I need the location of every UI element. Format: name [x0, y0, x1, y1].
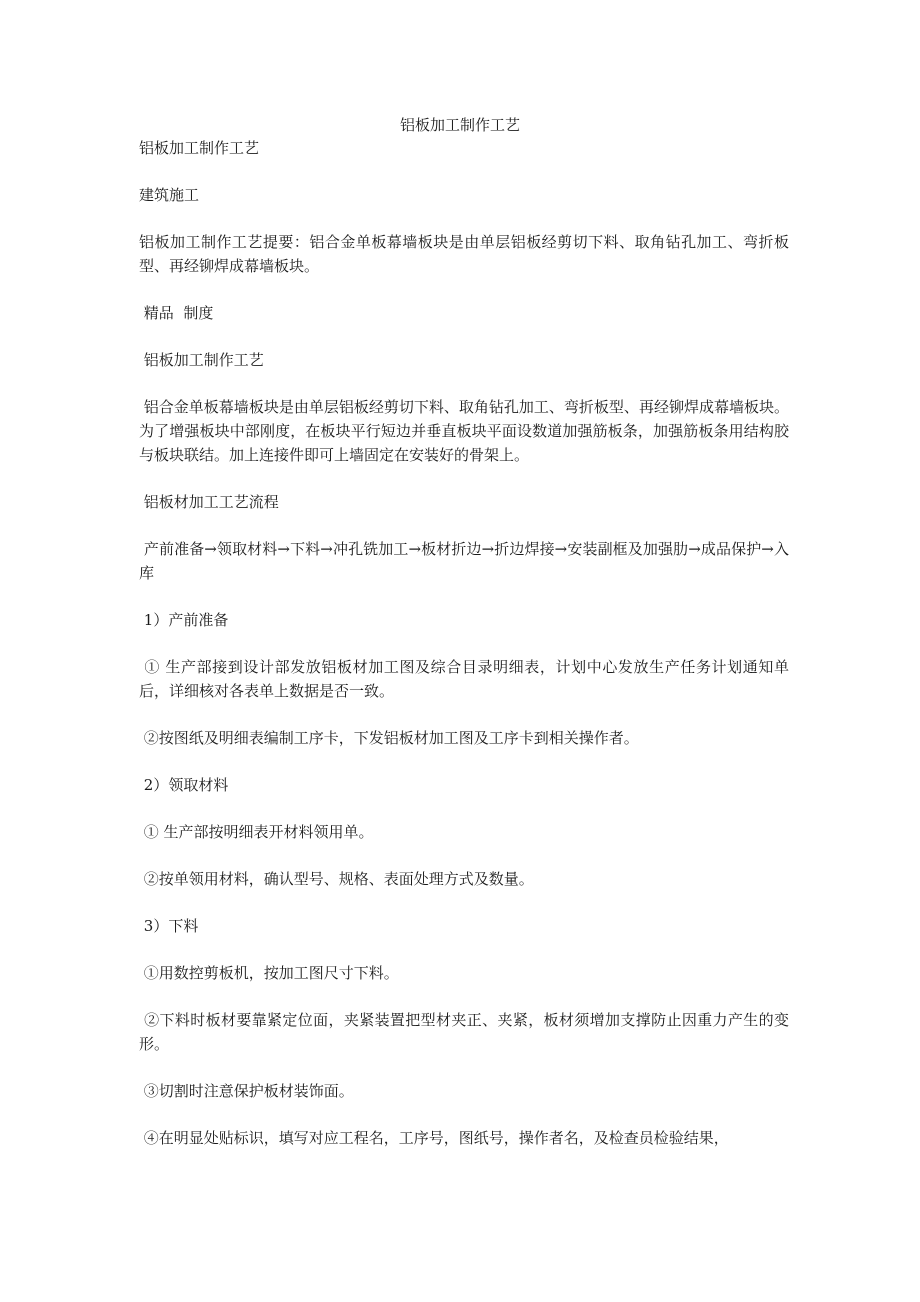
paragraph-step-3-heading: 3）下料 [139, 917, 199, 935]
paragraph-step-1-item-1: ① 生产部接到设计部发放铝板材加工图及综合目录明细表，计划中心发放生产任务计划通知单后，详细核对各表单上数据是否一致。 [139, 658, 789, 700]
paragraph-tags: 精品 制度 [139, 304, 214, 322]
paragraph-step-3-item-3: ③切割时注意保护板材装饰面。 [139, 1082, 354, 1100]
paragraph-step-3-item-2: ②下料时板材要靠紧定位面，夹紧装置把型材夹正、夹紧，板材须增加支撑防止因重力产生的变形。 [139, 1011, 789, 1053]
paragraph-step-3-item-4: ④在明显处贴标识，填写对应工程名，工序号，图纸号，操作者名，及检查员检验结果， [139, 1129, 729, 1147]
paragraph-subtitle: 铝板加工制作工艺 [139, 139, 260, 157]
paragraph-section-title: 铝板加工制作工艺 [139, 351, 264, 369]
paragraph-process-flow: 产前准备→领取材料→下料→冲孔铣加工→板材折边→折边焊接→安装副框及加强肋→成品保护→入库 [139, 540, 789, 582]
paragraph-step-2-item-2: ②按单领用材料，确认型号、规格、表面处理方式及数量。 [139, 870, 534, 888]
paragraph-step-2-heading: 2）领取材料 [139, 776, 229, 794]
paragraph-summary: 铝板加工制作工艺提要：铝合金单板幕墙板块是由单层铝板经剪切下料、取角钻孔加工、弯折板型、再经铆焊成幕墙板块。 [139, 233, 789, 275]
paragraph-category: 建筑施工 [139, 186, 200, 204]
paragraph-step-1-item-2: ②按图纸及明细表编制工序卡，下发铝板材加工图及工序卡到相关操作者。 [139, 729, 639, 747]
paragraph-process-heading: 铝板材加工工艺流程 [139, 493, 279, 511]
document-title: 铝板加工制作工艺 [399, 116, 520, 134]
paragraph-step-1-heading: 1）产前准备 [139, 611, 229, 629]
paragraph-intro: 铝合金单板幕墙板块是由单层铝板经剪切下料、取角钻孔加工、弯折板型、再经铆焊成幕墙板块。为了增强板块中部刚度，在板块平行短边并垂直板块平面设数道加强筋板条，加强筋板条用结构胶与板块联结。加上连接件即可上墙固定在安装好的骨架上。 [139, 398, 789, 464]
document-body [139, 136, 789, 1173]
paragraph-step-3-item-1: ①用数控剪板机，按加工图尺寸下料。 [139, 964, 399, 982]
paragraph-step-2-item-1: ① 生产部按明细表开材料领用单。 [139, 823, 374, 841]
